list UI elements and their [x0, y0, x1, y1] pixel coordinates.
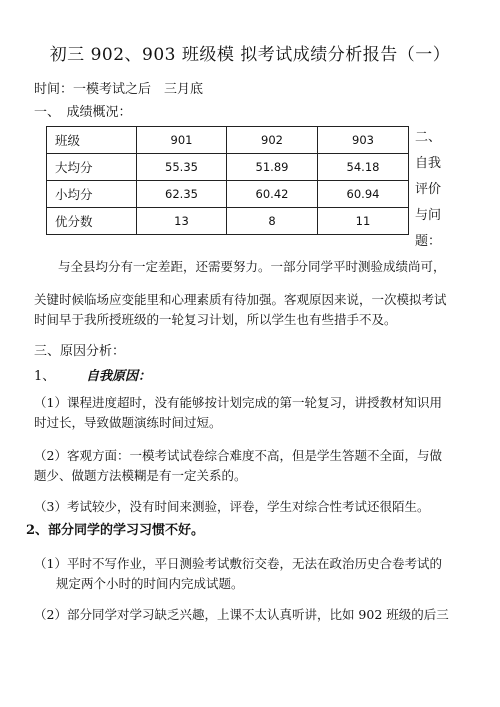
side-heading-line: 评价: [415, 182, 442, 197]
table-cell: 8: [227, 208, 318, 235]
score-table: [46, 126, 409, 235]
table-cell: 62.35: [137, 181, 227, 208]
list-item: （1）课程进度超时，没有能够按计划完成的第一轮复习，讲授教材知识用: [34, 395, 442, 410]
list-item: （1）平时不写作业，平日测验考试敷衍交卷，无法在政治历史合卷考试的: [34, 556, 442, 571]
table-header-cell: 902: [227, 127, 318, 154]
table-row-label: 小均分: [47, 181, 137, 208]
table-cell: 54.18: [318, 154, 409, 181]
table-row-label: 大均分: [47, 154, 137, 181]
paragraph-line: 与全县均分有一定差距，还需要努力。一部分同学平时测验成绩尚可，: [58, 259, 446, 274]
page-title: 初三 902、903 班级模 拟考试成绩分析报告（一）: [49, 45, 451, 65]
table-header-cell: 班级: [47, 127, 137, 154]
list-item: （2）部分同学对学习缺乏兴趣，上课不太认真听讲，比如 902 班级的后三: [34, 607, 449, 622]
table-header-cell: 903: [318, 127, 409, 154]
side-heading-line: 与问: [415, 208, 442, 223]
list-item-continued: 题少、做题方法模糊是有一定关系的。: [34, 468, 247, 483]
table-cell: 11: [318, 208, 409, 235]
table-cell: 55.35: [137, 154, 227, 181]
list-item: （3）考试较少，没有时间来测验，评卷，学生对综合性考试还很陌生。: [34, 499, 430, 514]
paragraph-line: 关键时候临场应变能里和心理素质有待加强。客观原因来说，一次模拟考试: [34, 292, 447, 307]
table-header-row: [47, 127, 409, 154]
side-heading-line: 二、: [415, 130, 442, 145]
side-heading-line: 自我: [415, 156, 442, 171]
table-row: [47, 208, 409, 235]
side-heading-line: 题：: [415, 234, 442, 249]
table-cell: 51.89: [227, 154, 318, 181]
table-cell: 60.42: [227, 181, 318, 208]
time-line: 时间：一模考试之后 三月底: [34, 82, 204, 97]
subsection-number: 1、: [34, 369, 56, 384]
table-cell: 60.94: [318, 181, 409, 208]
list-item-continued: 时过长，导致做题演练时间过短。: [34, 415, 222, 430]
table-row-label: 优分数: [47, 208, 137, 235]
section-heading-overview: 一、 成绩概况：: [34, 105, 132, 120]
paragraph-line: 时间早于我所授班级的一轮复习计划，所以学生也有些措手不及。: [34, 312, 397, 327]
subsection-heading-habits: 2、部分同学的学习习惯不好。: [26, 523, 205, 538]
table-row: [47, 154, 409, 181]
table-row: [47, 181, 409, 208]
list-item: （2）客观方面：一模考试试卷综合难度不高，但是学生答题不全面，与做: [34, 448, 442, 463]
table-header-cell: 901: [137, 127, 227, 154]
table-cell: 13: [137, 208, 227, 235]
list-item-continued: 规定两个小时的时间内完成试题。: [56, 576, 244, 591]
subsection-heading-self: 自我原因：: [86, 369, 152, 384]
section-heading-causes: 三、原因分析：: [34, 344, 126, 359]
